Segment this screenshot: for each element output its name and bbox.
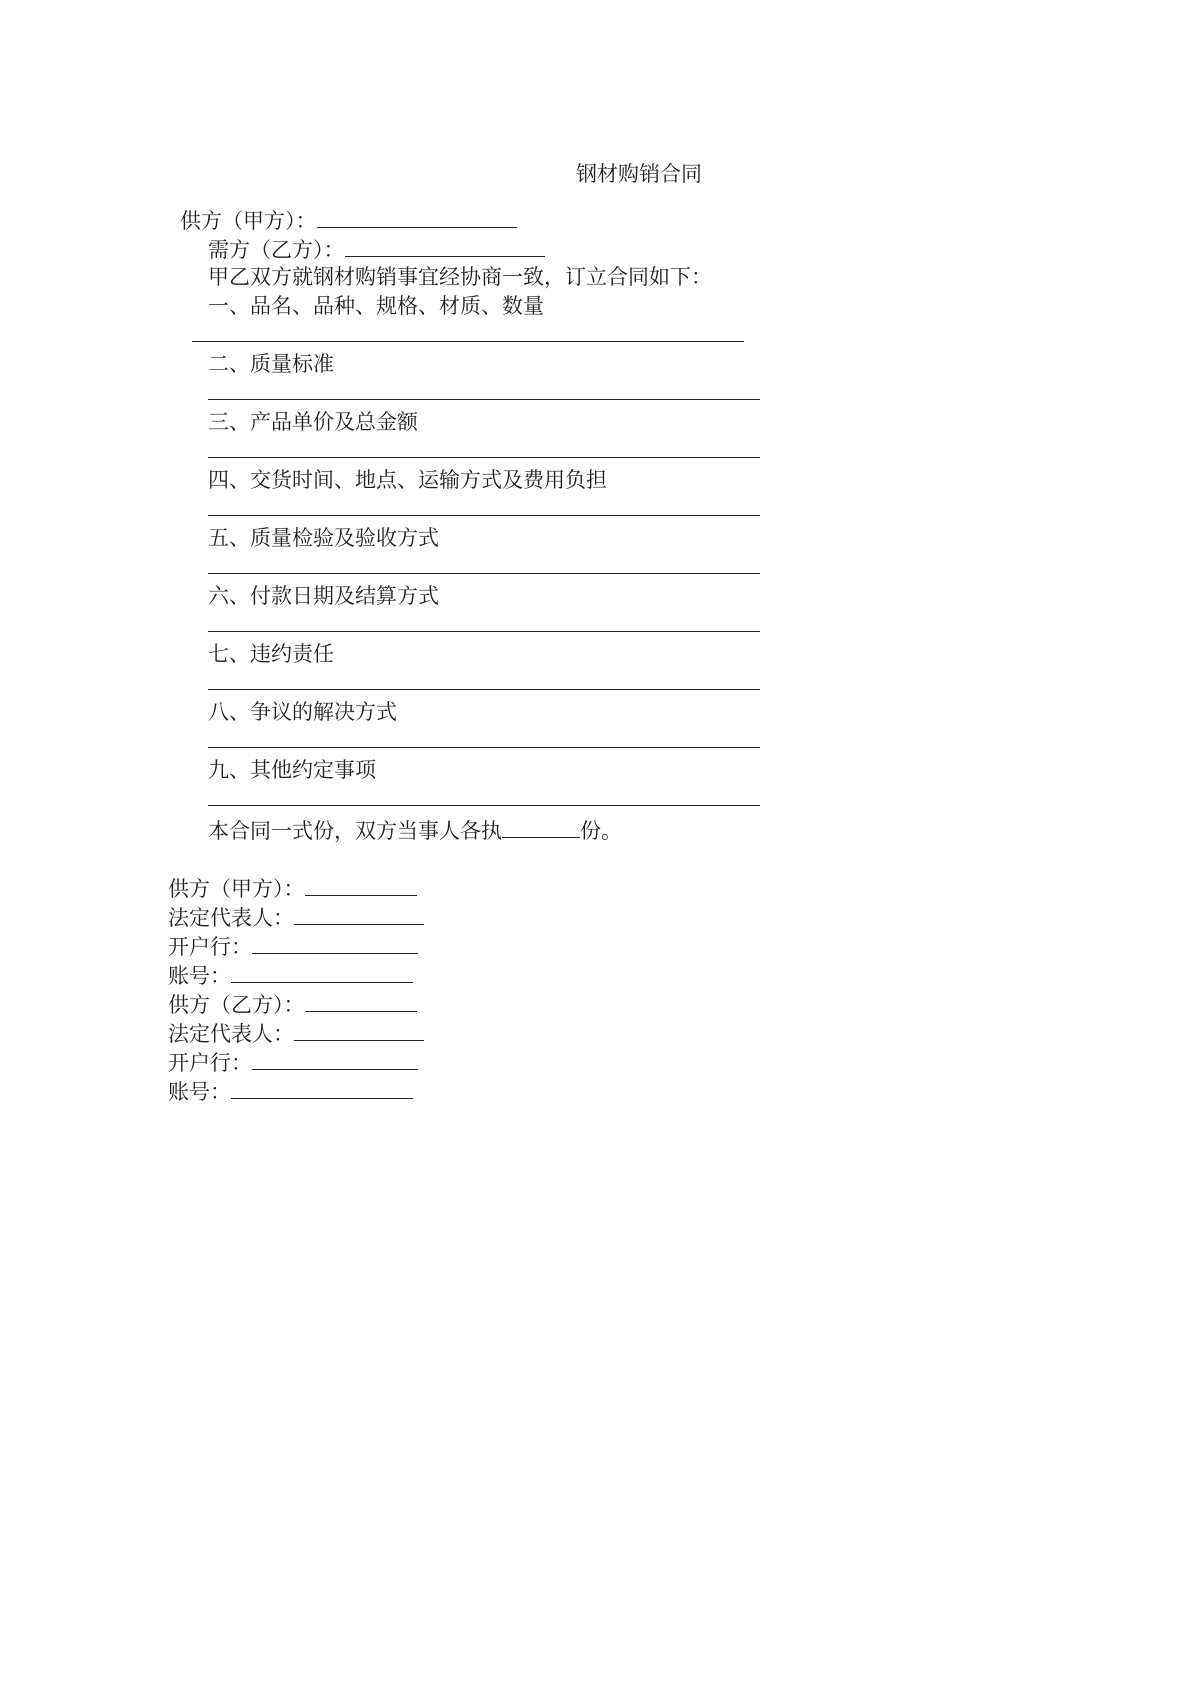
- clause-2-blank[interactable]: [208, 399, 760, 400]
- sign-b-bank-row: [168, 1047, 418, 1077]
- sign-a-name-row: [168, 873, 417, 903]
- clause-6-blank[interactable]: [208, 631, 760, 632]
- sign-b-name-label: 供方（乙方）：: [168, 993, 305, 1017]
- sign-a-rep-blank[interactable]: [294, 902, 424, 925]
- buyer-label: 需方（乙方）：: [208, 238, 345, 262]
- buyer-field-row: [208, 234, 545, 264]
- clause-8-heading: 八、争议的解决方式: [208, 700, 397, 724]
- clause-5-heading: 五、质量检验及验收方式: [208, 526, 439, 550]
- clause-7-heading: 七、违约责任: [208, 642, 334, 666]
- clause-3-blank[interactable]: [208, 457, 760, 458]
- clause-7-blank[interactable]: [208, 689, 760, 690]
- clause-9-blank[interactable]: [208, 805, 760, 806]
- sign-a-rep-label: 法定代表人：: [168, 906, 294, 930]
- sign-b-account-row: [168, 1076, 413, 1106]
- clause-4-blank[interactable]: [208, 515, 760, 516]
- clause-9-heading: 九、其他约定事项: [208, 758, 376, 782]
- copies-prefix: 本合同一式份，双方当事人各执: [208, 819, 502, 843]
- buyer-blank[interactable]: [345, 234, 545, 257]
- sign-a-rep-row: [168, 902, 424, 932]
- clause-1-blank[interactable]: [192, 341, 744, 342]
- sign-a-name-label: 供方（甲方）：: [168, 877, 305, 901]
- clause-8-blank[interactable]: [208, 747, 760, 748]
- sign-b-name-blank[interactable]: [305, 989, 417, 1012]
- page-title: 钢材购销合同: [576, 162, 702, 186]
- sign-a-bank-blank[interactable]: [252, 931, 418, 954]
- copies-sentence: [208, 815, 622, 845]
- sign-b-account-blank[interactable]: [231, 1076, 413, 1099]
- supplier-blank[interactable]: [317, 205, 517, 228]
- copies-blank[interactable]: [502, 815, 580, 838]
- sign-b-bank-label: 开户行：: [168, 1051, 252, 1075]
- clause-2-heading: 二、质量标准: [208, 352, 334, 376]
- copies-suffix: 份。: [580, 819, 622, 843]
- supplier-label: 供方（甲方）：: [180, 209, 317, 233]
- sign-b-rep-row: [168, 1018, 424, 1048]
- sign-a-account-label: 账号：: [168, 964, 231, 988]
- sign-a-account-row: [168, 960, 413, 990]
- sign-b-account-label: 账号：: [168, 1080, 231, 1104]
- clause-4-heading: 四、交货时间、地点、运输方式及费用负担: [208, 468, 607, 492]
- intro-text: 甲乙双方就钢材购销事宜经协商一致，订立合同如下：: [208, 265, 712, 289]
- supplier-field-row: [180, 205, 517, 235]
- sign-b-rep-blank[interactable]: [294, 1018, 424, 1041]
- sign-a-name-blank[interactable]: [305, 873, 417, 896]
- sign-b-rep-label: 法定代表人：: [168, 1022, 294, 1046]
- sign-b-name-row: [168, 989, 417, 1019]
- clause-3-heading: 三、产品单价及总金额: [208, 410, 418, 434]
- sign-b-bank-blank[interactable]: [252, 1047, 418, 1070]
- sign-a-account-blank[interactable]: [231, 960, 413, 983]
- clause-1-heading: 一、品名、品种、规格、材质、数量: [208, 294, 544, 318]
- sign-a-bank-row: [168, 931, 418, 961]
- sign-a-bank-label: 开户行：: [168, 935, 252, 959]
- clause-5-blank[interactable]: [208, 573, 760, 574]
- clause-6-heading: 六、付款日期及结算方式: [208, 584, 439, 608]
